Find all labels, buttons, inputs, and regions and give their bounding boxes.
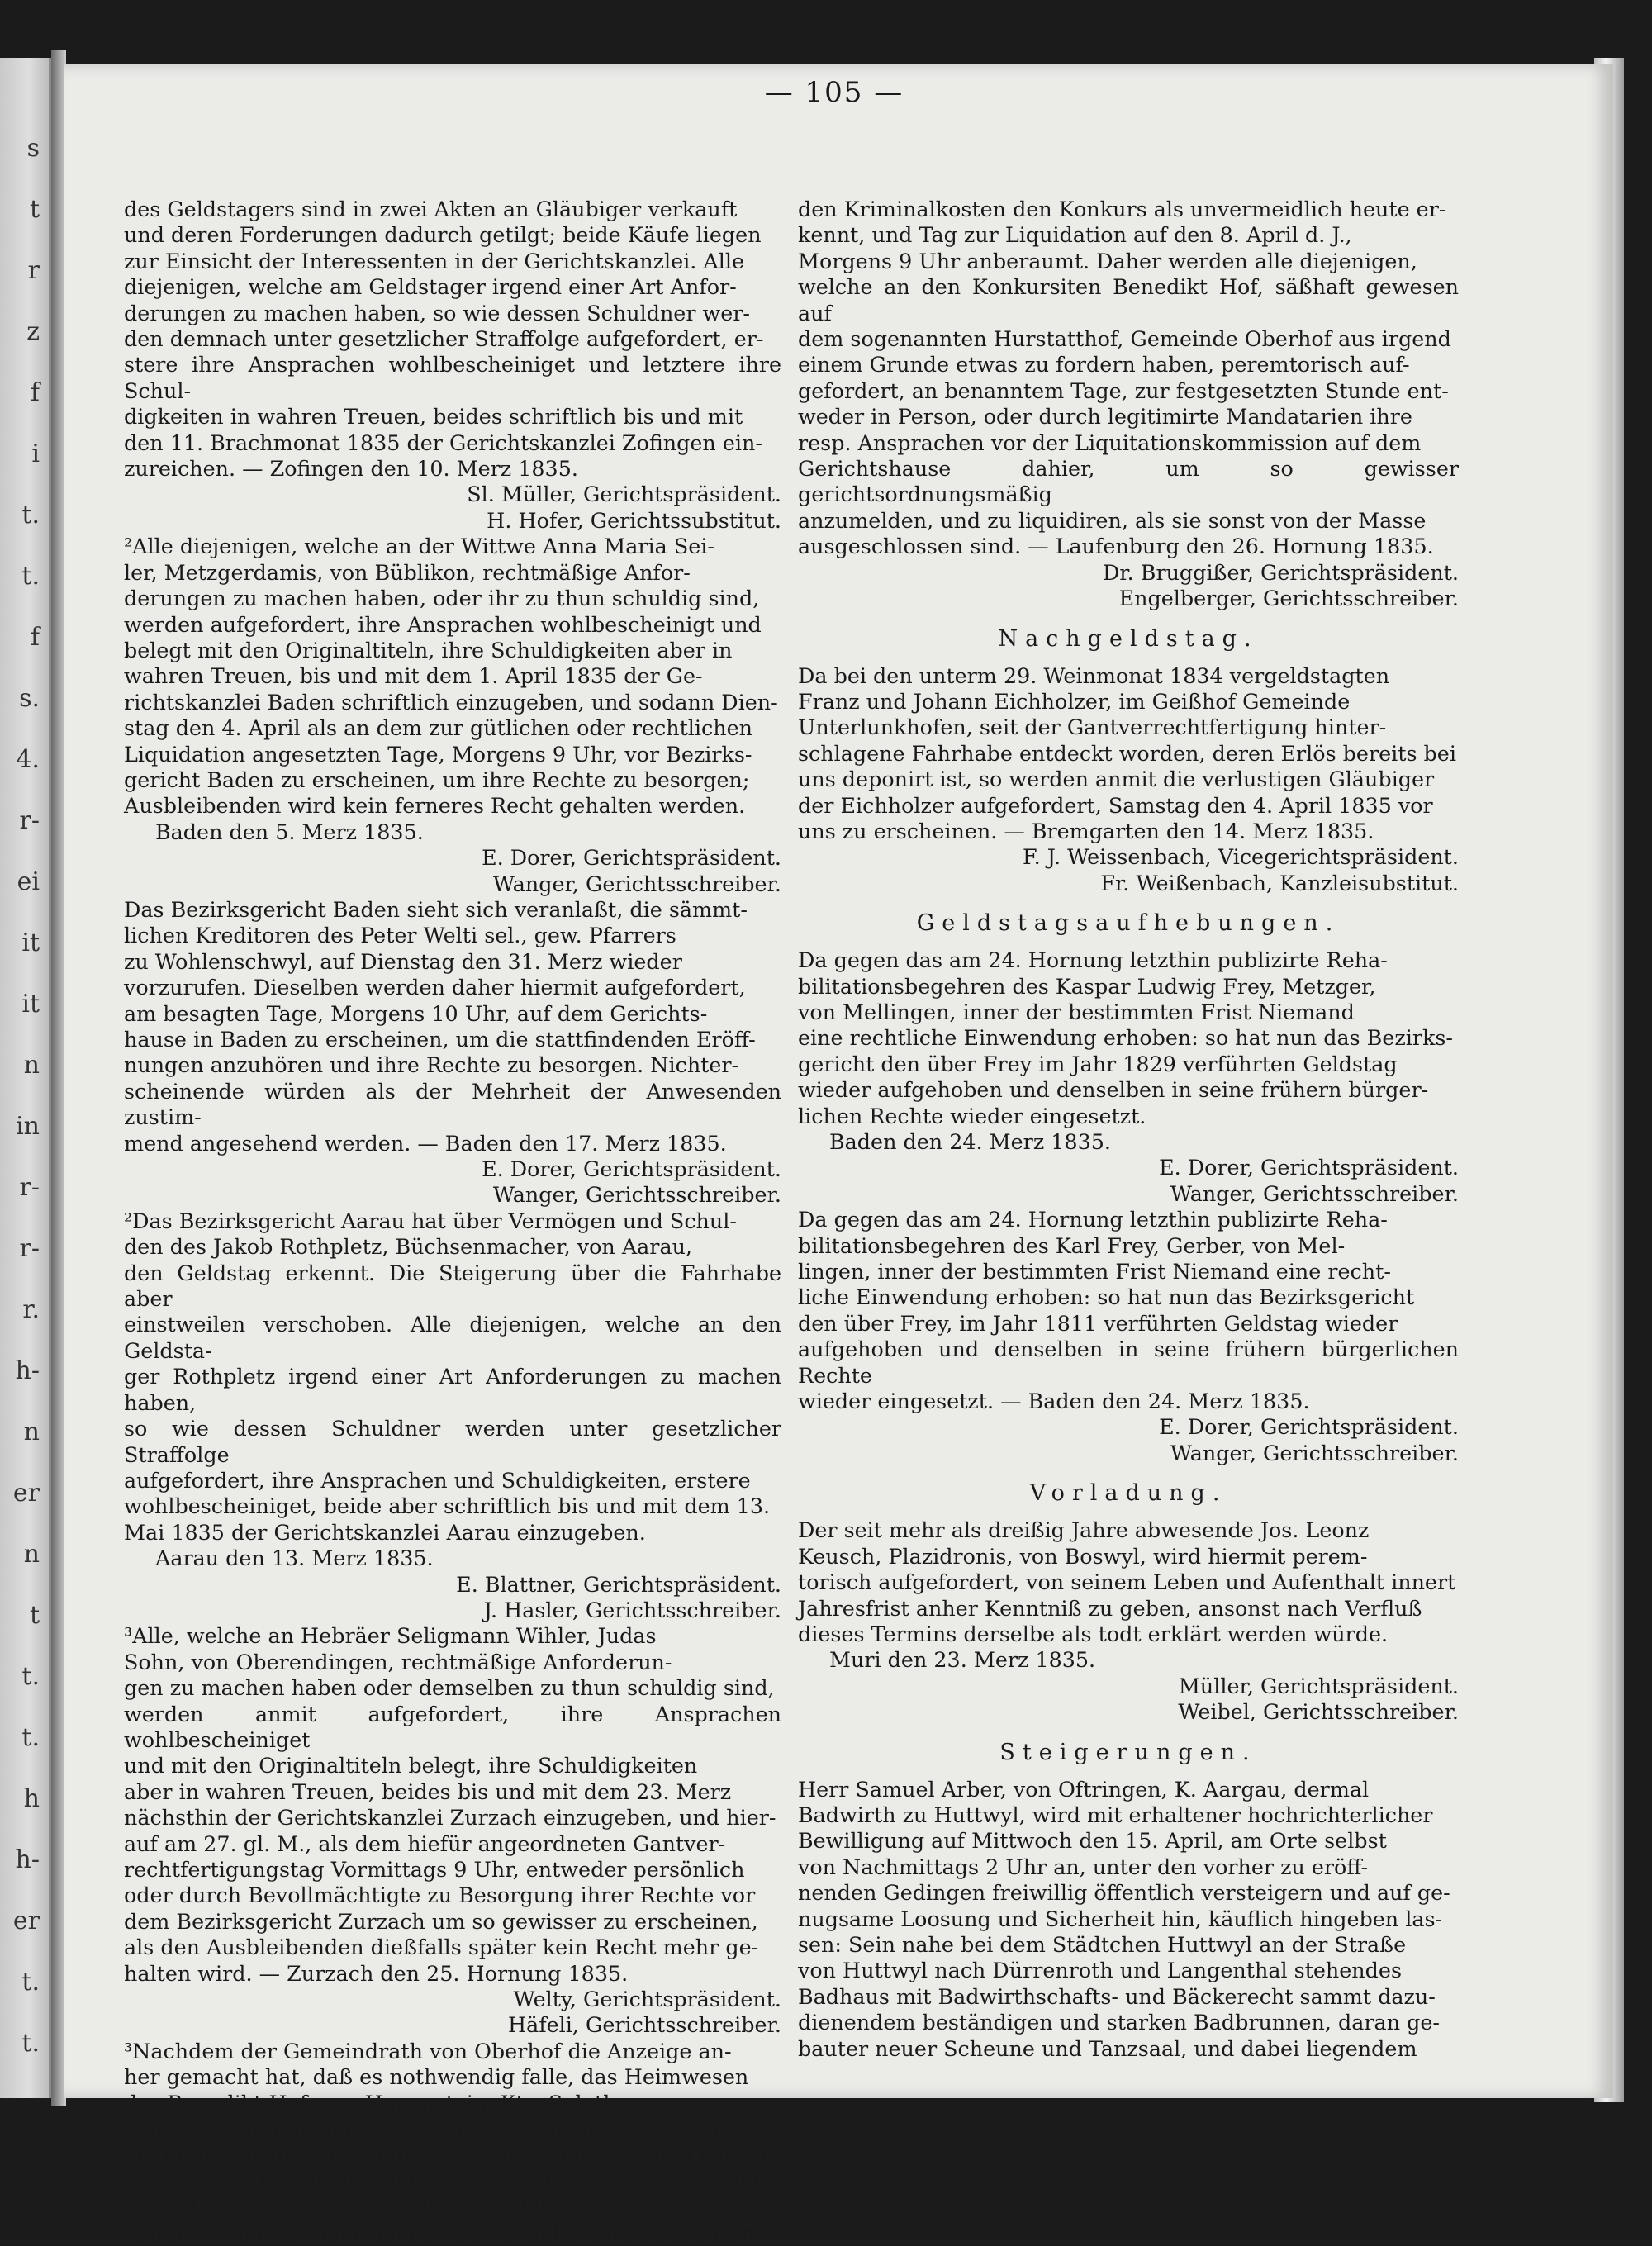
previous-page-fragment: n [23, 1417, 40, 1446]
previous-page-fragment: it [21, 990, 40, 1019]
previous-page-fragment: f [30, 623, 40, 652]
previous-page-fragment: s. [19, 684, 40, 713]
signature-block: Sl. Müller, Gerichtspräsident. H. Hofer, Gerichtssubstitut. [467, 482, 781, 533]
previous-page-edge [0, 58, 51, 2098]
place-date-line: Baden den 24. Merz 1835. [829, 1129, 1111, 1154]
signature-block: E. Dorer, Gerichtspräsident. Wanger, Gerichtsschreiber. [1159, 1414, 1459, 1465]
section-heading: Geldstagsaufhebungen. [916, 910, 1341, 937]
notice-paragraph: ³Nachdem der Gemeindrath von Oberhof die Anzeige an- her gemacht hat, daß es nothwendig falle, das Heimwesen des Benedikt Hof, von Hauenstein, Kts. Solothurn, den sogenannten Hurstatthof, in der Gemeinde Oberhof, auf dem Benedikt Hof, und zwei seiner Kinder wegen Falsch- münzerei in Kriminalverhaft gezogen wurden, niemand mehr aufhalte, zur Tilgung der vielen Schulden zu verkaufen, haben wir um so mehr bei den sich ergebenen so bedeuten- [124, 2038, 776, 2245]
place-date-line: Muri den 23. Merz 1835. [829, 1647, 1096, 1673]
previous-page-fragment: z [26, 317, 40, 346]
section-heading: Nachgeldstag. [998, 625, 1259, 652]
previous-page-fragment: r- [19, 1234, 40, 1263]
previous-page-fragment: t. [21, 1968, 40, 1997]
notice-paragraph: Da gegen das am 24. Hornung letzthin publizirte Reha- bilitationsbegehren des Karl Frey, Gerber, von Mel- lingen, inner der bestimmten Frist Niemand eine recht- liche Einwendung erhoben: so hat nun das Bezirksgericht den über Frey, im Jahr 1811 verführten Geldstag wieder aufgehoben und denselben in seine frühern bürgerlichen Rechte wieder eingesetzt. — Baden den 24. Merz 1835. [798, 1207, 1459, 1414]
previous-page-fragment: r- [19, 1173, 40, 1202]
previous-page-fragment: i [31, 439, 40, 468]
notice-paragraph: Herr Samuel Arber, von Oftringen, K. Aargau, dermal Badwirth zu Huttwyl, wird mit erhaltener hochrichterlicher Bewilligung auf Mittwoch den 15. April, am Orte selbst von Nachmittags 2 Uhr an, unter den vorher zu eröff- nenden Gedingen freiwillig öffentlich versteigern und auf ge- nugsame Loosung und Sicherheit hin, käuflich hingeben las- sen: Sein nahe bei dem Städtchen Huttwyl an der Straße von Huttwyl nach Dürrenroth und Langenthal stehendes Badhaus mit Badwirthschafts- und Bäckerecht sammt dazu- dienendem beständigen und starken Badbrunnen, daran ge- bauter neuer Scheune und Tanzsaal, und dabei liegendem [798, 1776, 1450, 2061]
previous-page-fragment: r- [19, 806, 40, 835]
signature-block: E. Dorer, Gerichtspräsident. Wanger, Gerichtsschreiber. [482, 845, 781, 896]
previous-page-fragment: t. [21, 562, 40, 591]
section-heading: Vorladung. [1029, 1480, 1227, 1507]
previous-page-fragment: f [30, 378, 40, 407]
previous-page-fragment: h- [15, 1845, 40, 1874]
notice-paragraph: Da bei den unterm 29. Weinmonat 1834 vergeldstagten Franz und Johann Eichholzer, im Geißhof Gemeinde Unterlunkhofen, seit der Gantverrechtfertigung hinter- schlagene Fahrhabe entdeckt worden, deren Erlös bereits bei uns deponirt ist, so werden anmit die verlustigen Gläubiger der Eichholzer aufgefordert, Samstag den 4. April 1835 vor uns zu erscheinen. — Bremgarten den 14. Merz 1835. [798, 662, 1456, 843]
signature-block: F. J. Weissenbach, Vicegerichtspräsident. Fr. Weißenbach, Kanzleisubstitut. [1022, 844, 1459, 895]
previous-page-fragment: h [23, 1784, 40, 1813]
notice-paragraph: ³Alle, welche an Hebräer Seligmann Wihler, Judas Sohn, von Oberendingen, rechtmäßige Anforderun- gen zu machen haben oder demselben zu thun schuldig sind, werden anmit aufgefordert, ihre Ansprachen wohlbescheiniget und mit den Originaltiteln belegt, ihre Schuldigkeiten aber in wahren Treuen, beides bis und mit dem 23. Merz nächsthin der Gerichtskanzlei Zurzach einzugeben, und hier- auf am 27. gl. M., als dem hiefür angeordneten Gantver- rechtfertigungstag Vormittags 9 Uhr, entweder persönlich oder durch Bevollmächtigte zu Besorgung ihrer Rechte vor dem Bezirksgericht Zurzach um so gewisser zu erscheinen, als den Ausbleibenden dießfalls später kein Recht mehr ge- halten wird. — Zurzach den 25. Hornung 1835. [124, 1623, 781, 1986]
previous-page-fragment: s [26, 134, 40, 163]
previous-page-fragment: r. [22, 1295, 40, 1324]
signature-block: E. Dorer, Gerichtspräsident. Wanger, Gerichtsschreiber. [1159, 1155, 1459, 1206]
notice-paragraph: Das Bezirksgericht Baden sieht sich veranlaßt, die sämmt- lichen Kreditoren des Peter Welti sel., gew. Pfarrers zu Wohlenschwyl, auf Dienstag den 31. Merz wieder vorzurufen. Dieselben werden daher hiermit aufgefordert, am besagten Tage, Morgens 10 Uhr, auf dem Gerichts- hause in Baden zu erscheinen, um die stattfindenden Eröff- nungen anzuhören und ihre Rechte zu besorgen. Nichter- scheinende würden als der Mehrheit der Anwesenden zustim- mend angesehend werden. — Baden den 17. Merz 1835. [124, 896, 781, 1156]
notice-paragraph: ²Das Bezirksgericht Aarau hat über Vermögen und Schul- den des Jakob Rothpletz, Büchsenmacher, von Aarau, den Geldstag erkennt. Die Steigerung über die Fahrhabe aber einstweilen verschoben. Alle diejenigen, welche an den Geldsta- ger Rothpletz irgend einer Art Anforderungen zu machen haben, so wie dessen Schuldner werden unter gesetzlicher Straffolge aufgefordert, ihre Ansprachen und Schuldigkeiten, erstere wohlbescheiniget, beide aber schriftlich bis und mit dem 13. Mai 1835 der Gerichtskanzlei Aarau einzugeben. [124, 1208, 781, 1545]
signature-block: Dr. Bruggißer, Gerichtspräsident. Engelberger, Gerichtsschreiber. [1102, 559, 1459, 611]
notice-paragraph: den Kriminalkosten den Konkurs als unvermeidlich heute er- kennt, und Tag zur Liquidation auf den 8. April d. J., Morgens 9 Uhr anberaumt. Daher werden alle diejenigen, welche an den Konkursiten Benedikt Hof, säßhaft gewesen auf dem sogenannten Hurstatthof, Gemeinde Oberhof aus irgend einem Grunde etwas zu fordern haben, peremtorisch auf- gefordert, an benanntem Tage, zur festgesetzten Stunde ent- weder in Person, oder durch legitimirte Mandatarien ihre resp. Ansprachen vor der Liquitationskommission auf dem Gerichtshause dahier, um so gewisser gerichtsordnungsmäßig anzumelden, und zu liquidiren, als sie sonst von der Masse ausgeschlossen sind. — Laufenburg den 26. Hornung 1835. [798, 197, 1459, 559]
previous-page-fragment: n [23, 1051, 40, 1080]
previous-page-fragment: r [27, 256, 40, 285]
previous-page-fragment: h- [15, 1356, 40, 1385]
previous-page-fragment: it [21, 928, 40, 957]
previous-page-fragment: t [29, 195, 40, 224]
previous-page-fragment: in [16, 1112, 40, 1141]
section-heading: Steigerungen. [999, 1739, 1257, 1765]
left-column [124, 197, 781, 2246]
signature-block: Welty, Gerichtspräsident. Häfeli, Gerichtsschreiber. [507, 1987, 781, 2038]
place-date-line: Baden den 5. Merz 1835. [155, 819, 424, 844]
previous-page-fragment: er [12, 1479, 40, 1508]
right-column [798, 197, 1459, 2062]
previous-page-fragment: 4. [16, 745, 40, 774]
notice-paragraph: ²Alle diejenigen, welche an der Wittwe Anna Maria Sei- ler, Metzgerdamis, von Büblikon, rechtmäßige Anfor- derungen zu machen haben, oder ihr zu thun schuldig sind, werden aufgefordert, ihre Ansprachen wohlbescheinigt und belegt mit den Originaltiteln, ihre Schuldigkeiten aber in wahren Treuen, bis und mit dem 1. April 1835 der Ge- richtskanzlei Baden schriftlich einzugeben, und sodann Dien- stag den 4. April als an dem zur gütlichen oder rechtlichen Liquidation angesetzten Tage, Morgens 9 Uhr, vor Bezirks- gericht Baden zu erscheinen, um ihre Rechte zu besorgen; Ausbleibenden wird kein ferneres Recht gehalten werden. [124, 534, 778, 819]
previous-page-fragment: t. [21, 1662, 40, 1691]
signature-block: E. Blattner, Gerichtspräsident. J. Hasler, Gerichtsschreiber. [456, 1571, 781, 1622]
place-date-line: Aarau den 13. Merz 1835. [155, 1546, 434, 1571]
page-number: — 105 — [764, 76, 904, 109]
previous-page-fragment: t. [21, 2029, 40, 2058]
notice-paragraph: Der seit mehr als dreißig Jahre abwesende Jos. Leonz Keusch, Plazidronis, von Boswyl, wird hiermit perem- torisch aufgefordert, von seinem Leben und Aufenthalt innert Jahresfrist anher Kenntniß zu geben, ansonst nach Verfluß dieses Termins derselbe als todt erklärt werden würde. [798, 1517, 1456, 1646]
notice-paragraph: Da gegen das am 24. Hornung letzthin publizirte Reha- bilitationsbegehren des Kaspar Ludwig Frey, Metzger, von Mellingen, inner der bestimmten Frist Niemand eine rechtliche Einwendung erhoben: so hat nun das Bezirks- gericht den über Frey im Jahr 1829 verführten Geldstag wieder aufgehoben und denselben in seine frühern bürger- lichen Rechte wieder eingesetzt. [798, 947, 1453, 1128]
previous-page-fragment: t. [21, 501, 40, 529]
previous-page-fragment: t. [21, 1723, 40, 1752]
previous-page-fragment: ei [17, 867, 40, 896]
signature-block: Müller, Gerichtspräsident. Weibel, Gerichtsschreiber. [1178, 1673, 1459, 1725]
previous-page-fragment: er [12, 1906, 40, 1935]
previous-page-fragment: t [29, 1601, 40, 1630]
notice-paragraph: des Geldstagers sind in zwei Akten an Gläubiger verkauft und deren Forderungen dadurch getilgt; beide Käufe liegen zur Einsicht der Interessenten in der Gerichtskanzlei. Alle diejenigen, welche am Geldstager irgend einer Art Anfor- derungen zu machen haben, so wie dessen Schuldner wer- den demnach unter gesetzlicher Straffolge aufgefordert, er- stere ihre Ansprachen wohlbescheiniget und letztere ihre Schul- digkeiten in wahren Treuen, beides schriftlich bis und mit den 11. Brachmonat 1835 der Gerichtskanzlei Zofingen ein- zureichen. — Zofingen den 10. Merz 1835. [124, 197, 781, 482]
signature-block: E. Dorer, Gerichtspräsident. Wanger, Gerichtsschreiber. [482, 1156, 781, 1208]
previous-page-fragment: n [23, 1540, 40, 1569]
